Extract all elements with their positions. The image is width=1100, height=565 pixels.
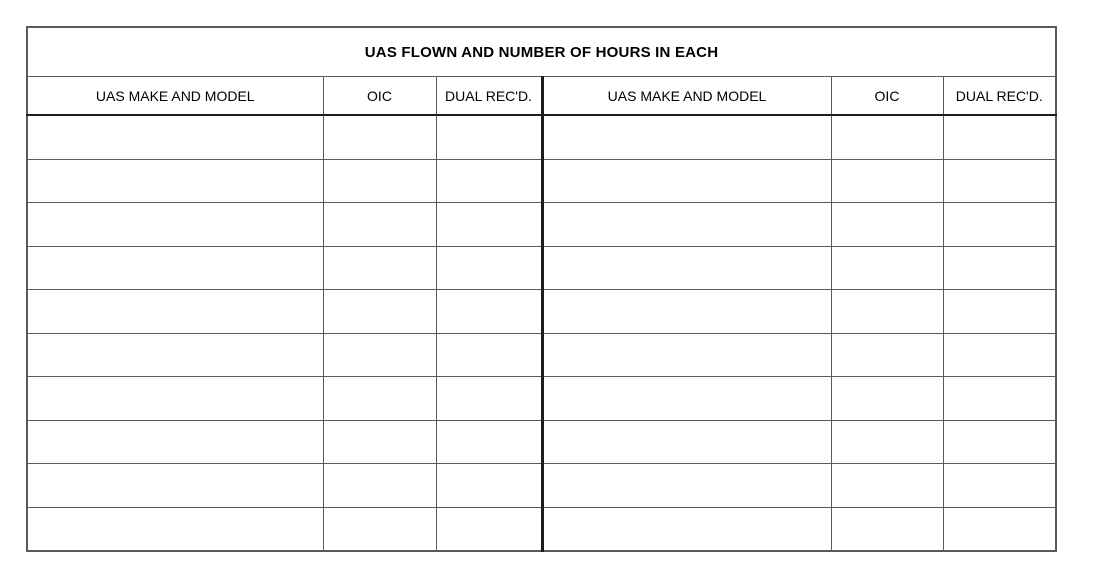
cell-dual-recd-left[interactable] xyxy=(436,333,542,377)
cell-dual-recd-right[interactable] xyxy=(943,333,1056,377)
cell-dual-recd-right[interactable] xyxy=(943,246,1056,290)
cell-dual-recd-left[interactable] xyxy=(436,246,542,290)
cell-uas-make-and-model-right[interactable] xyxy=(542,246,831,290)
column-header-dual-recd-right: DUAL REC'D. xyxy=(943,77,1056,116)
cell-dual-recd-right[interactable] xyxy=(943,420,1056,464)
cell-uas-make-and-model-left[interactable] xyxy=(27,159,323,203)
column-header-oic-left: OIC xyxy=(323,77,436,116)
table-row xyxy=(27,203,1056,247)
cell-dual-recd-left[interactable] xyxy=(436,420,542,464)
table-row xyxy=(27,507,1056,551)
cell-uas-make-and-model-right[interactable] xyxy=(542,464,831,508)
cell-uas-make-and-model-right[interactable] xyxy=(542,115,831,159)
cell-oic-right[interactable] xyxy=(831,115,943,159)
table-row xyxy=(27,115,1056,159)
cell-oic-right[interactable] xyxy=(831,159,943,203)
table-row xyxy=(27,159,1056,203)
column-header-oic-right: OIC xyxy=(831,77,943,116)
cell-oic-right[interactable] xyxy=(831,507,943,551)
table-row xyxy=(27,377,1056,421)
cell-oic-left[interactable] xyxy=(323,464,436,508)
table-head xyxy=(27,27,1056,115)
cell-dual-recd-right[interactable] xyxy=(943,464,1056,508)
cell-uas-make-and-model-right[interactable] xyxy=(542,159,831,203)
cell-oic-left[interactable] xyxy=(323,203,436,247)
cell-dual-recd-left[interactable] xyxy=(436,464,542,508)
table-row xyxy=(27,420,1056,464)
cell-dual-recd-left[interactable] xyxy=(436,159,542,203)
cell-oic-right[interactable] xyxy=(831,290,943,334)
table-row xyxy=(27,333,1056,377)
cell-dual-recd-left[interactable] xyxy=(436,290,542,334)
cell-uas-make-and-model-left[interactable] xyxy=(27,377,323,421)
cell-uas-make-and-model-right[interactable] xyxy=(542,507,831,551)
uas-flown-hours-table xyxy=(26,26,1057,552)
table-title: UAS FLOWN AND NUMBER OF HOURS IN EACH xyxy=(27,27,1056,77)
cell-oic-left[interactable] xyxy=(323,420,436,464)
table-title-row xyxy=(27,27,1056,77)
cell-uas-make-and-model-left[interactable] xyxy=(27,203,323,247)
cell-uas-make-and-model-left[interactable] xyxy=(27,333,323,377)
cell-uas-make-and-model-left[interactable] xyxy=(27,420,323,464)
cell-dual-recd-right[interactable] xyxy=(943,115,1056,159)
cell-dual-recd-left[interactable] xyxy=(436,115,542,159)
cell-oic-left[interactable] xyxy=(323,377,436,421)
column-header-uas-make-and-model-right: UAS MAKE AND MODEL xyxy=(542,77,831,116)
column-header-dual-recd-left: DUAL REC'D. xyxy=(436,77,542,116)
cell-uas-make-and-model-left[interactable] xyxy=(27,290,323,334)
cell-oic-left[interactable] xyxy=(323,115,436,159)
cell-dual-recd-right[interactable] xyxy=(943,290,1056,334)
cell-oic-left[interactable] xyxy=(323,159,436,203)
cell-oic-right[interactable] xyxy=(831,246,943,290)
cell-oic-left[interactable] xyxy=(323,290,436,334)
cell-dual-recd-left[interactable] xyxy=(436,203,542,247)
table-header-row xyxy=(27,77,1056,116)
cell-dual-recd-right[interactable] xyxy=(943,159,1056,203)
table-body xyxy=(27,115,1056,551)
cell-uas-make-and-model-right[interactable] xyxy=(542,290,831,334)
cell-oic-left[interactable] xyxy=(323,333,436,377)
cell-dual-recd-right[interactable] xyxy=(943,203,1056,247)
cell-oic-right[interactable] xyxy=(831,203,943,247)
column-header-uas-make-and-model-left: UAS MAKE AND MODEL xyxy=(27,77,323,116)
cell-dual-recd-right[interactable] xyxy=(943,377,1056,421)
cell-uas-make-and-model-left[interactable] xyxy=(27,115,323,159)
cell-uas-make-and-model-right[interactable] xyxy=(542,203,831,247)
cell-uas-make-and-model-right[interactable] xyxy=(542,333,831,377)
cell-dual-recd-left[interactable] xyxy=(436,377,542,421)
cell-uas-make-and-model-right[interactable] xyxy=(542,377,831,421)
cell-oic-left[interactable] xyxy=(323,246,436,290)
table-row xyxy=(27,290,1056,334)
cell-uas-make-and-model-left[interactable] xyxy=(27,507,323,551)
cell-oic-right[interactable] xyxy=(831,464,943,508)
table-row xyxy=(27,246,1056,290)
cell-dual-recd-right[interactable] xyxy=(943,507,1056,551)
cell-dual-recd-left[interactable] xyxy=(436,507,542,551)
cell-oic-right[interactable] xyxy=(831,377,943,421)
cell-oic-right[interactable] xyxy=(831,420,943,464)
cell-oic-right[interactable] xyxy=(831,333,943,377)
cell-uas-make-and-model-left[interactable] xyxy=(27,464,323,508)
cell-uas-make-and-model-left[interactable] xyxy=(27,246,323,290)
table-row xyxy=(27,464,1056,508)
cell-oic-left[interactable] xyxy=(323,507,436,551)
cell-uas-make-and-model-right[interactable] xyxy=(542,420,831,464)
